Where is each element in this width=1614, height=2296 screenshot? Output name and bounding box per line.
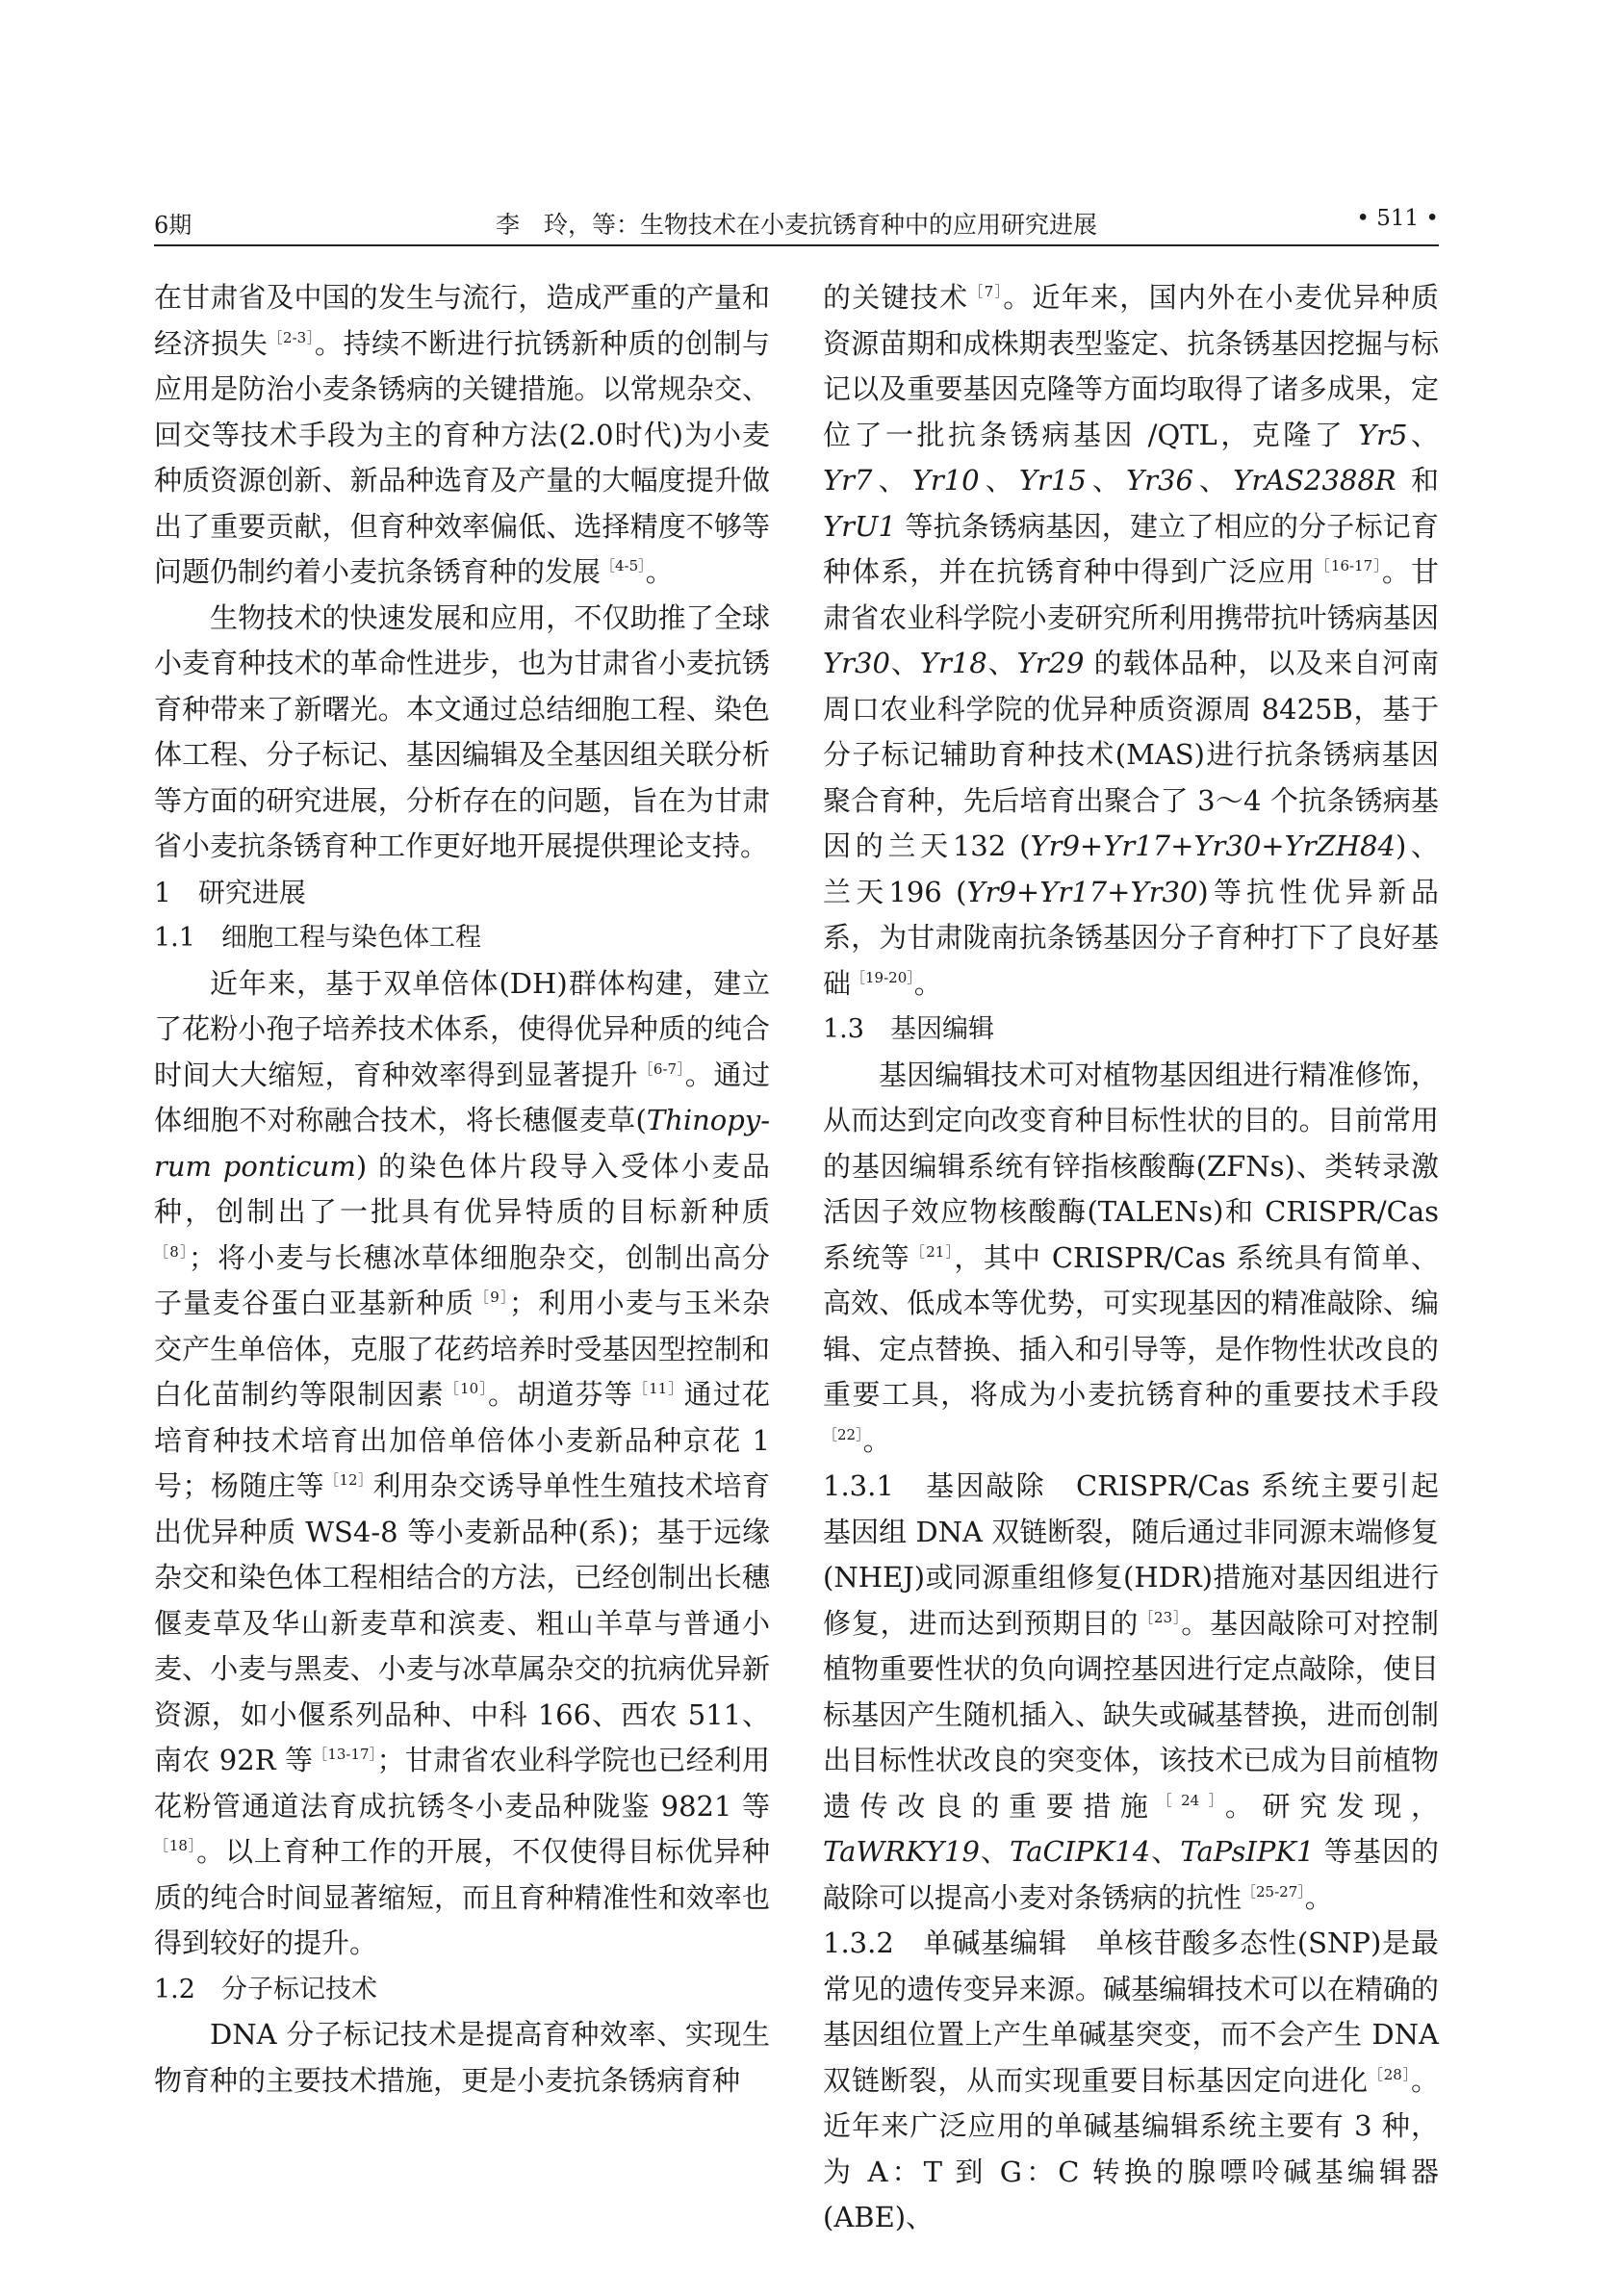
paragraph: [823, 275, 1439, 1007]
text-run: 1.3.1 基因敲除 CRISPR/Cas 系统主要引起基因组 DNA 双链断裂，随后通过非同源末端修复(NHEJ)或同源重组修复(HDR)措施对基因组进行修复，进而达到预期目的: [823, 1469, 1439, 1640]
citation-ref: ［13-17］: [313, 1746, 377, 1763]
text-run: ；将小麦与长穗冰草体细胞杂交，创制出高分子量麦谷蛋白亚基新种质: [154, 1240, 770, 1319]
text-run: 、: [979, 1835, 1011, 1868]
text-run: 。研究发现，: [1224, 1789, 1439, 1823]
text-run: 、: [1407, 418, 1439, 451]
text-run: 等抗条锈病基因，建立了相应的分子标记育种体系，并在抗锈育种中得到广泛应用: [823, 509, 1439, 588]
text-run: 、: [1150, 1835, 1181, 1868]
subsection-heading: 1.3 基因编辑: [823, 1014, 994, 1044]
paragraph: [823, 1921, 1439, 2241]
text-run: 生物技术的快速发展和应用，不仅助推了全球小麦育种技术的革命性进步，也为甘肃省小麦抗锈育种带来了新曙光。本文通过总结细胞工程、染色体工程、分子标记、基因编辑及全基因组关联分析等方面的研究进展，分析存在的问题，旨在为甘肃省小麦抗条锈育种工作更好地开展提供理论支持。: [154, 600, 770, 862]
citation-ref: ［8］: [154, 1242, 189, 1261]
italic-term: Yr18: [919, 647, 987, 679]
text-run: 近年来，基于双单倍体(DH)群体构建，建立了花粉小孢子培养技术体系，使得优异种质的纯合时间大大缩短，育种效率得到显著提升: [154, 966, 770, 1091]
citation-ref: ［9］: [474, 1288, 509, 1306]
citation-ref: ［7］: [968, 283, 1004, 300]
italic-term: TaPsIPK1: [1180, 1835, 1315, 1868]
text-run: 在甘肃省及中国的发生与流行，造成严重的产量和经济损失: [154, 281, 770, 360]
text-run: 。近年来广泛应用的单碱基编辑系统主要有 3 种，为 A：T 到 G：C 转换的腺嘌呤碱基编辑器(ABE)、: [823, 2063, 1439, 2233]
citation-ref: ［21］: [909, 1242, 955, 1261]
paragraph: [154, 2012, 770, 2104]
citation-ref: ［28］: [1368, 2065, 1411, 2083]
italic-term: Yr36: [1126, 464, 1193, 497]
citation-ref: ［11］: [632, 1380, 684, 1397]
text-run: 的关键技术: [823, 281, 969, 314]
italic-term: TaWRKY19: [823, 1835, 980, 1868]
text-run: 1.3.2 单碱基编辑 单核苷酸多态性(SNP)是最常见的遗传变异来源。碱基编辑技术可以在精确的基因组位置上产生单碱基突变，而不会产生 DNA 双链断裂，从而实现重要目标基因定向进化: [823, 1926, 1439, 2097]
italic-term: Yr30: [823, 647, 890, 679]
text-run: 、: [1086, 464, 1127, 497]
text-run: 的载体品种，以及来自河南周口农业科学院的优异种质资源周 8425B，基于分子标记辅助育种技术(MAS)进行抗条锈病基因聚合育种，先后培育出聚合了 3～4 个抗条锈病基因的兰天132 (: [823, 647, 1439, 862]
text-run: 、: [872, 464, 912, 497]
text-run: 。胡道芬等: [488, 1378, 633, 1411]
citation-ref: ［16-17］: [1315, 557, 1382, 574]
text-run: 利用杂交诱导单性生殖技术培育出优异种质 WS4-8 等小麦新品种(系)；基于远缘杂交和染色体工程相结合的方法，已经创制出长穗偃麦草及华山新麦草和滨麦、粗山羊草与普通小麦、小麦与黑麦、小麦与冰草属杂交的抗病优异新资源，如小偃系列品种、中科 166、西农 511、南农 92R 等: [154, 1469, 770, 1776]
paragraph: [154, 961, 770, 1967]
italic-term: YrAS2388R: [1233, 464, 1396, 497]
italic-term: Yr5: [1358, 418, 1408, 451]
text-run: 。以上育种工作的开展，不仅使得目标优异种质的纯合时间显著缩短，而且育种精准性和效率也得到较好的提升。: [154, 1835, 770, 1959]
text-run: 和: [1396, 464, 1439, 497]
citation-ref: ［6-7］: [638, 1059, 685, 1078]
text-run: ) 的染色体片段导入受体小麦品种，创制出了一批具有优异特质的目标新种质: [154, 1149, 770, 1228]
right-column: [823, 275, 1439, 2241]
text-run: 。甘肃省农业科学院小麦研究所利用携带抗叶锈病基因: [823, 555, 1439, 634]
text-run: 。: [913, 966, 942, 1000]
citation-ref: ［2-3］: [268, 328, 315, 346]
italic-term: Yr10: [911, 464, 980, 497]
paragraph: [154, 275, 770, 596]
italic-term: Thinopy-rum ponticum: [154, 1104, 770, 1183]
text-run: ；利用小麦与玉米杂交产生单倍体，克服了花药培养时受基因型控制和白化苗制约等限制因素: [154, 1287, 770, 1411]
text-run: 、: [979, 464, 1019, 497]
paragraph: [823, 1053, 1439, 1465]
text-run: )等抗性优异新品系，为甘肃陇南抗条锈基因分子育种打下了良好基础: [823, 875, 1439, 1000]
italic-term: Yr9+Yr17+Yr30: [966, 875, 1198, 908]
text-run: DNA 分子标记技术是提高育种效率、实现生物育种的主要技术措施，更是小麦抗条锈病育种: [154, 2018, 770, 2097]
italic-term: YrU1: [823, 509, 896, 543]
text-run: )、兰天196 (: [823, 829, 1439, 908]
text-run: 。近年来，国内外在小麦优异种质资源苗期和成株期表型鉴定、抗条锈基因挖掘与标记以及重要基因克隆等方面均取得了诸多成果，定位了一批抗条锈病基因 /QTL，克隆了: [823, 281, 1439, 451]
text-run: 、: [1192, 464, 1234, 497]
text-run: 。通过体细胞不对称融合技术，将长穗偃麦草(: [154, 1058, 770, 1136]
text-run: 。: [862, 1423, 891, 1457]
citation-ref: ［18］: [154, 1837, 197, 1854]
text-run: 。基因敲除可对控制植物重要性状的负向调控基因进行定点敲除，使目标基因产生随机插入、缺失或碱基替换，进而创制出目标性状改良的突变体，该技术已成为目前植物遗传改良的重要措施: [823, 1606, 1439, 1823]
text-run: 。: [645, 555, 674, 588]
text-run: ；甘肃省农业科学院也已经利用花粉管通道法育成抗锈冬小麦品种陇鉴 9821 等: [154, 1744, 770, 1823]
paragraph: [823, 1464, 1439, 1921]
text-run: 等基因的敲除可以提高小麦对条锈病的抗性: [823, 1835, 1439, 1914]
text-run: ，其中 CRISPR/Cas 系统具有简单、高效、低成本等优势，可实现基因的精准敲除、编辑、定点替换、插入和引导等，是作物性状改良的重要工具，将成为小麦抗锈育种的重要技术手段: [823, 1240, 1439, 1411]
citation-ref: ［23］: [1139, 1608, 1182, 1626]
section-heading: 1 研究进展: [154, 876, 306, 908]
citation-ref: ［22］: [823, 1425, 863, 1443]
citation-ref: ［12］: [323, 1471, 373, 1489]
italic-term: Yr29: [1016, 647, 1085, 679]
issue-number: 6期: [154, 212, 192, 239]
italic-term: Yr7: [823, 464, 873, 497]
running-title: 李 玲，等：生物技术在小麦抗锈育种中的应用研究进展: [495, 211, 1097, 239]
text-run: 通过花培育种技术培育出加倍单倍体小麦新品种京花 1 号；杨随庄等: [154, 1378, 770, 1502]
paragraph: [154, 596, 770, 870]
text-run: 。持续不断进行抗锈新种质的创制与应用是防治小麦条锈病的关键措施。以常规杂交、回交等技术手段为主的育种方法(2.0时代)为小麦种质资源创新、新品种选育及产量的大幅度提升做出了重要贡献，但育种效率偏低、选择精度不够等问题仍制约着小麦抗条锈育种的发展: [154, 326, 770, 588]
citation-ref: ［24］: [1157, 1791, 1225, 1809]
italic-term: TaCIPK14: [1010, 1835, 1151, 1868]
text-run: 。: [1304, 1880, 1333, 1914]
citation-ref: ［10］: [444, 1380, 489, 1397]
citation-ref: ［4-5］: [601, 557, 646, 574]
citation-ref: ［25-27］: [1242, 1882, 1305, 1901]
page-number: • 511 •: [1356, 206, 1439, 231]
running-header: [154, 206, 1439, 246]
italic-term: Yr15: [1018, 464, 1087, 497]
italic-term: Yr9+Yr17+Yr30+YrZH84: [1030, 829, 1396, 862]
subsection-heading: 1.2 分子标记技术: [154, 1974, 377, 2004]
text-run: 基因编辑技术可对植物基因组进行精准修饰，从而达到定向改变育种目标性状的目的。目前常用的基因编辑系统有锌指核酸酶(ZFNs)、类转录激活因子效应物核酸酶(TALENs)和 CRISPR/Cas 系统等: [823, 1058, 1439, 1274]
subsection-heading: 1.1 细胞工程与染色体工程: [154, 923, 481, 953]
citation-ref: ［19-20］: [851, 968, 914, 986]
text-run: 、: [889, 647, 920, 679]
left-column: [154, 275, 770, 2104]
text-run: 、: [986, 647, 1017, 679]
